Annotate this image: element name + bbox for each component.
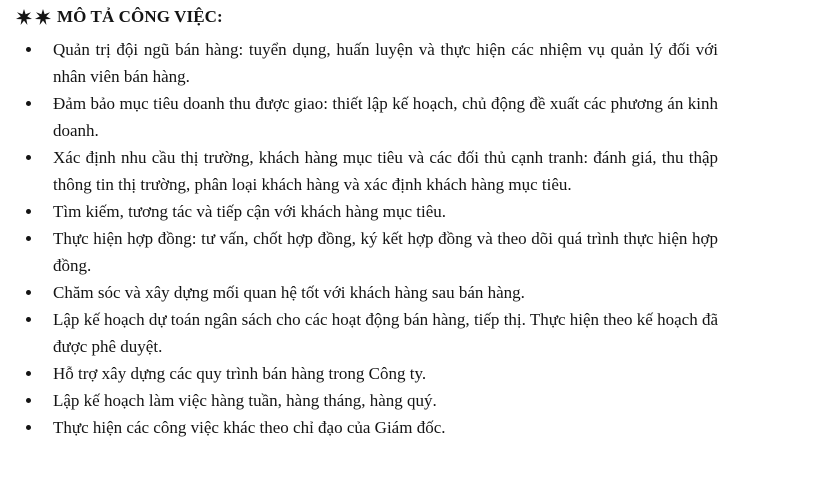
- list-item-text: Quản trị đội ngũ bán hàng: tuyển dụng, huấn luyện và thực hiện các nhiệm vụ quản lý đối với nhân viên bán hàng.: [53, 40, 718, 86]
- list-item: [0, 306, 718, 360]
- bullet-icon: [26, 317, 31, 322]
- list-item: [0, 387, 718, 414]
- list-item: [0, 90, 718, 144]
- bullet-icon: [26, 290, 31, 295]
- bullet-icon: [26, 209, 31, 214]
- bullet-icon: [26, 155, 31, 160]
- list-item-text: Chăm sóc và xây dựng mối quan hệ tốt với khách hàng sau bán hàng.: [53, 283, 525, 302]
- section-title: MÔ TẢ CÔNG VIỆC:: [57, 7, 223, 26]
- list-item-text: Thực hiện các công việc khác theo chỉ đạo của Giám đốc.: [53, 418, 446, 437]
- job-description-list: [0, 36, 825, 441]
- bullet-icon: [26, 236, 31, 241]
- list-item: [0, 144, 718, 198]
- list-item: [0, 360, 718, 387]
- list-item-text: Xác định nhu cầu thị trường, khách hàng mục tiêu và các đối thủ cạnh tranh: đánh giá, thu thập thông tin thị trường, phân loại khách hàng và xác định khách hàng mục tiêu.: [53, 148, 718, 194]
- list-item: [0, 36, 718, 90]
- list-item-text: Đảm bảo mục tiêu doanh thu được giao: thiết lập kế hoạch, chủ động đề xuất các phương án kinh doanh.: [53, 94, 718, 140]
- list-item-text: Tìm kiếm, tương tác và tiếp cận với khách hàng mục tiêu.: [53, 202, 447, 221]
- bullet-icon: [26, 398, 31, 403]
- list-item-text: Hỗ trợ xây dựng các quy trình bán hàng trong Công ty.: [53, 364, 427, 383]
- bullet-icon: [26, 101, 31, 106]
- list-item-text: Lập kế hoạch dự toán ngân sách cho các hoạt động bán hàng, tiếp thị. Thực hiện theo kế hoạch đã được phê duyệt.: [53, 310, 718, 356]
- list-item: [0, 414, 718, 441]
- bullet-icon: [26, 425, 31, 430]
- list-item: [0, 225, 718, 279]
- list-item: [0, 279, 718, 306]
- bullet-icon: [26, 371, 31, 376]
- bullet-icon: [26, 47, 31, 52]
- double-star-icon: [16, 9, 52, 25]
- list-item-text: Lập kế hoạch làm việc hàng tuần, hàng tháng, hàng quý.: [53, 391, 437, 410]
- list-item: [0, 198, 718, 225]
- list-item-text: Thực hiện hợp đồng: tư vấn, chốt hợp đồng, ký kết hợp đồng và theo dõi quá trình thực hiện hợp đồng.: [53, 229, 718, 275]
- section-heading: [16, 6, 223, 28]
